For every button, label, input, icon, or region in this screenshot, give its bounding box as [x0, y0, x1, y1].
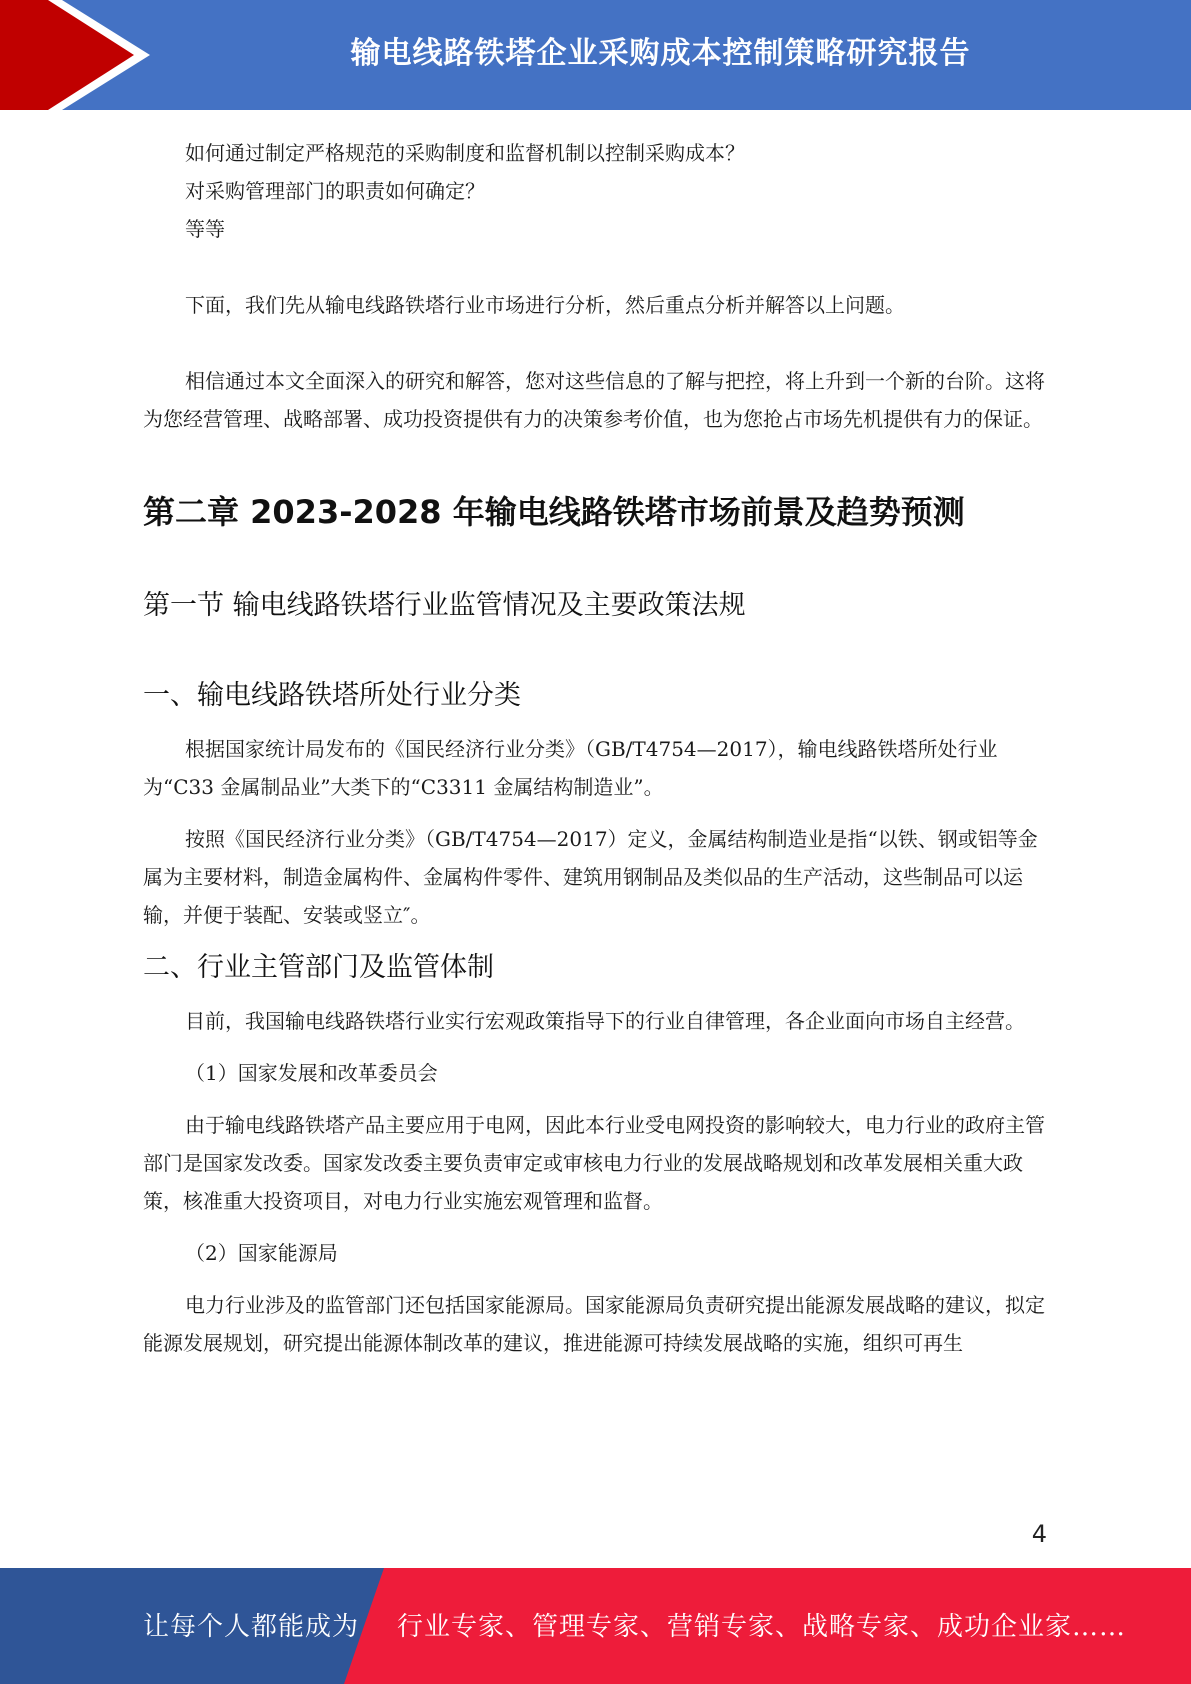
intro-etc: 等等	[185, 217, 225, 241]
industry-classification-paragraph: 根据国家统计局发布的《国民经济行业分类》（GB/T4754—2017），输电线路铁塔所处行业为“C33 金属制品业”大类下的“C3311 金属结构制造业”。	[143, 737, 998, 799]
page-body	[143, 134, 1048, 1362]
nea-paragraph: 电力行业涉及的监管部门还包括国家能源局。国家能源局负责研究提出能源发展战略的建议，拟定能源发展规划，研究提出能源体制改革的建议，推进能源可持续发展战略的实施，组织可再生	[143, 1293, 1045, 1355]
intro-paragraph-2: 相信通过本文全面深入的研究和解答，您对这些信息的了解与把控，将上升到一个新的台阶。这将为您经营管理、战略部署、成功投资提供有力的决策参考价值，也为您抢占市场先机提供有力的保证。	[143, 369, 1045, 431]
intro-question-2: 对采购管理部门的职责如何确定？	[185, 179, 485, 203]
metal-structure-definition-paragraph: 按照《国民经济行业分类》（GB/T4754—2017）定义，金属结构制造业是指“以铁、钢或铝等金属为主要材料，制造金属构件、金属构件零件、建筑用钢制品及类似品的生产活动，这些制品可以运输，并便于装配、安装或竖立″。	[143, 827, 1038, 927]
header-arrow-decoration	[0, 0, 170, 110]
page-footer	[0, 1568, 1191, 1684]
page-header	[0, 0, 1191, 110]
subsection-title-1: 一、输电线路铁塔所处行业分类	[143, 680, 521, 711]
footer-slogan-left: 让每个人都能成为	[143, 1612, 360, 1642]
page-number: 4	[1031, 1520, 1047, 1548]
report-title: 输电线路铁塔企业采购成本控制策略研究报告	[350, 36, 971, 71]
list-item-ndrc: （1）国家发展和改革委员会	[185, 1061, 438, 1085]
footer-slogan-right: 行业专家、管理专家、营销专家、战略专家、成功企业家……	[397, 1612, 1127, 1642]
list-item-nea: （2）国家能源局	[185, 1241, 338, 1265]
regulation-overview-paragraph: 目前，我国输电线路铁塔行业实行宏观政策指导下的行业自律管理，各企业面向市场自主经营。	[185, 1009, 1025, 1033]
section-title: 第一节 输电线路铁塔行业监管情况及主要政策法规	[143, 590, 746, 621]
intro-question-1: 如何通过制定严格规范的采购制度和监督机制以控制采购成本？	[185, 141, 745, 165]
subsection-title-2: 二、行业主管部门及监管体制	[143, 952, 494, 983]
ndrc-paragraph: 由于输电线路铁塔产品主要应用于电网，因此本行业受电网投资的影响较大，电力行业的政府主管部门是国家发改委。国家发改委主要负责审定或审核电力行业的发展战略规划和改革发展相关重大政策，核准重大投资项目，对电力行业实施宏观管理和监督。	[143, 1113, 1045, 1213]
chapter-title: 第二章 2023-2028 年输电线路铁塔市场前景及趋势预测	[143, 493, 965, 531]
intro-paragraph-1: 下面，我们先从输电线路铁塔行业市场进行分析，然后重点分析并解答以上问题。	[185, 293, 905, 317]
